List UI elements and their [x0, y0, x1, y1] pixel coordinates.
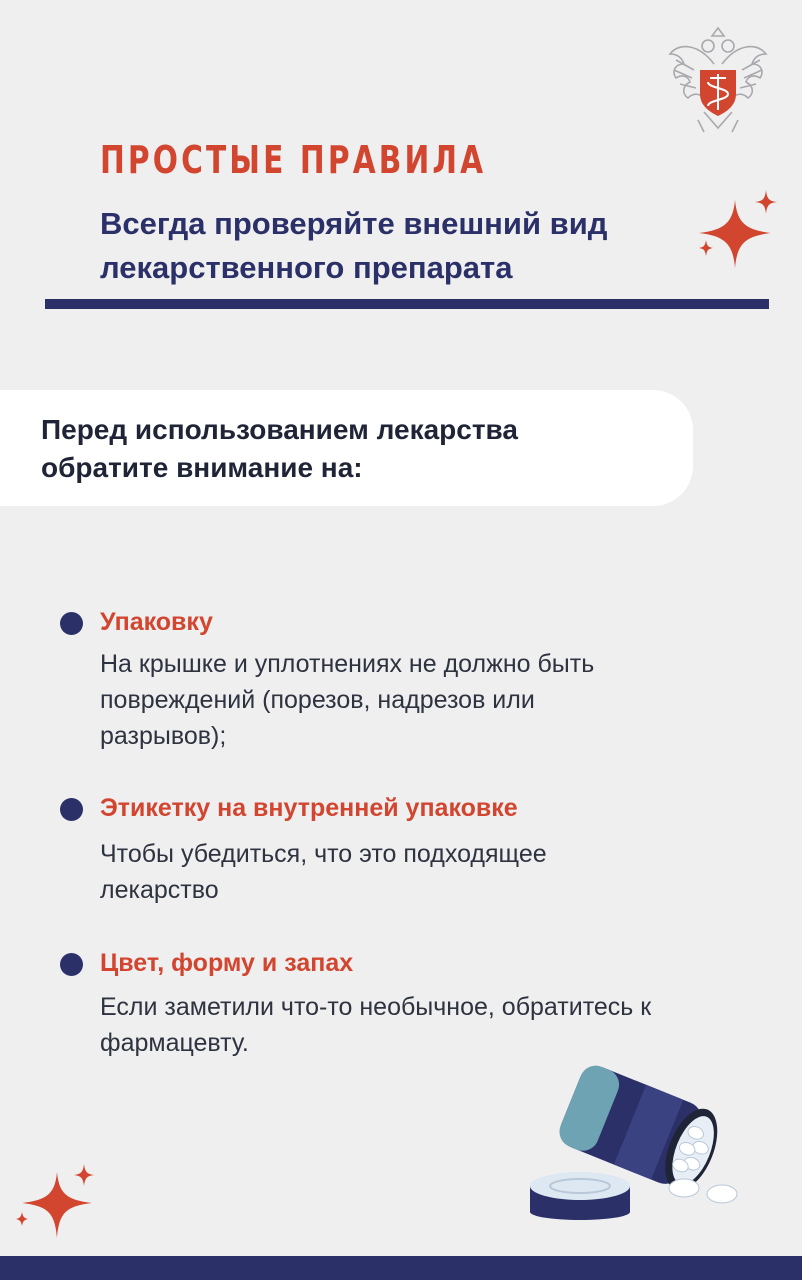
list-item-description: [100, 646, 750, 754]
bullet-icon: [60, 798, 83, 821]
description-line: лекарство: [100, 876, 219, 904]
sparkle-icon: [12, 1162, 102, 1242]
description-line: Чтобы убедиться, что это подходящее: [100, 840, 547, 868]
sparkle-icon: [693, 186, 783, 272]
description-line: повреждений (порезов, надрезов или: [100, 686, 535, 714]
callout-line: Перед использованием лекарства: [41, 414, 518, 445]
description-line: разрывов);: [100, 722, 227, 750]
bullet-icon: [60, 953, 83, 976]
bullet-icon: [60, 612, 83, 635]
list-item-title: Упаковку: [100, 608, 213, 636]
page-title-line: лекарственного препарата: [100, 250, 513, 285]
callout-line: обратите внимание на:: [41, 452, 363, 483]
list-item-description: [100, 836, 750, 908]
list-item-title: Этикетку на внутренней упаковке: [100, 794, 518, 822]
callout-text: [41, 411, 661, 487]
emblem-icon: [664, 24, 772, 134]
header-divider: [45, 299, 769, 309]
page-title-line: Всегда проверяйте внешний вид: [100, 206, 608, 241]
description-line: На крышке и уплотнениях не должно быть: [100, 650, 595, 678]
page-title: [100, 202, 700, 290]
callout-box: [0, 390, 693, 506]
page-kicker: ПРОСТЫЕ ПРАВИЛА: [100, 138, 487, 182]
pill-bottle-icon: [526, 1046, 746, 1226]
description-line: Если заметили что-то необычное, обратитесь к: [100, 993, 652, 1021]
footer-bar: [0, 1256, 802, 1280]
description-line: фармацевту.: [100, 1029, 249, 1057]
list-item-title: Цвет, форму и запах: [100, 949, 354, 977]
